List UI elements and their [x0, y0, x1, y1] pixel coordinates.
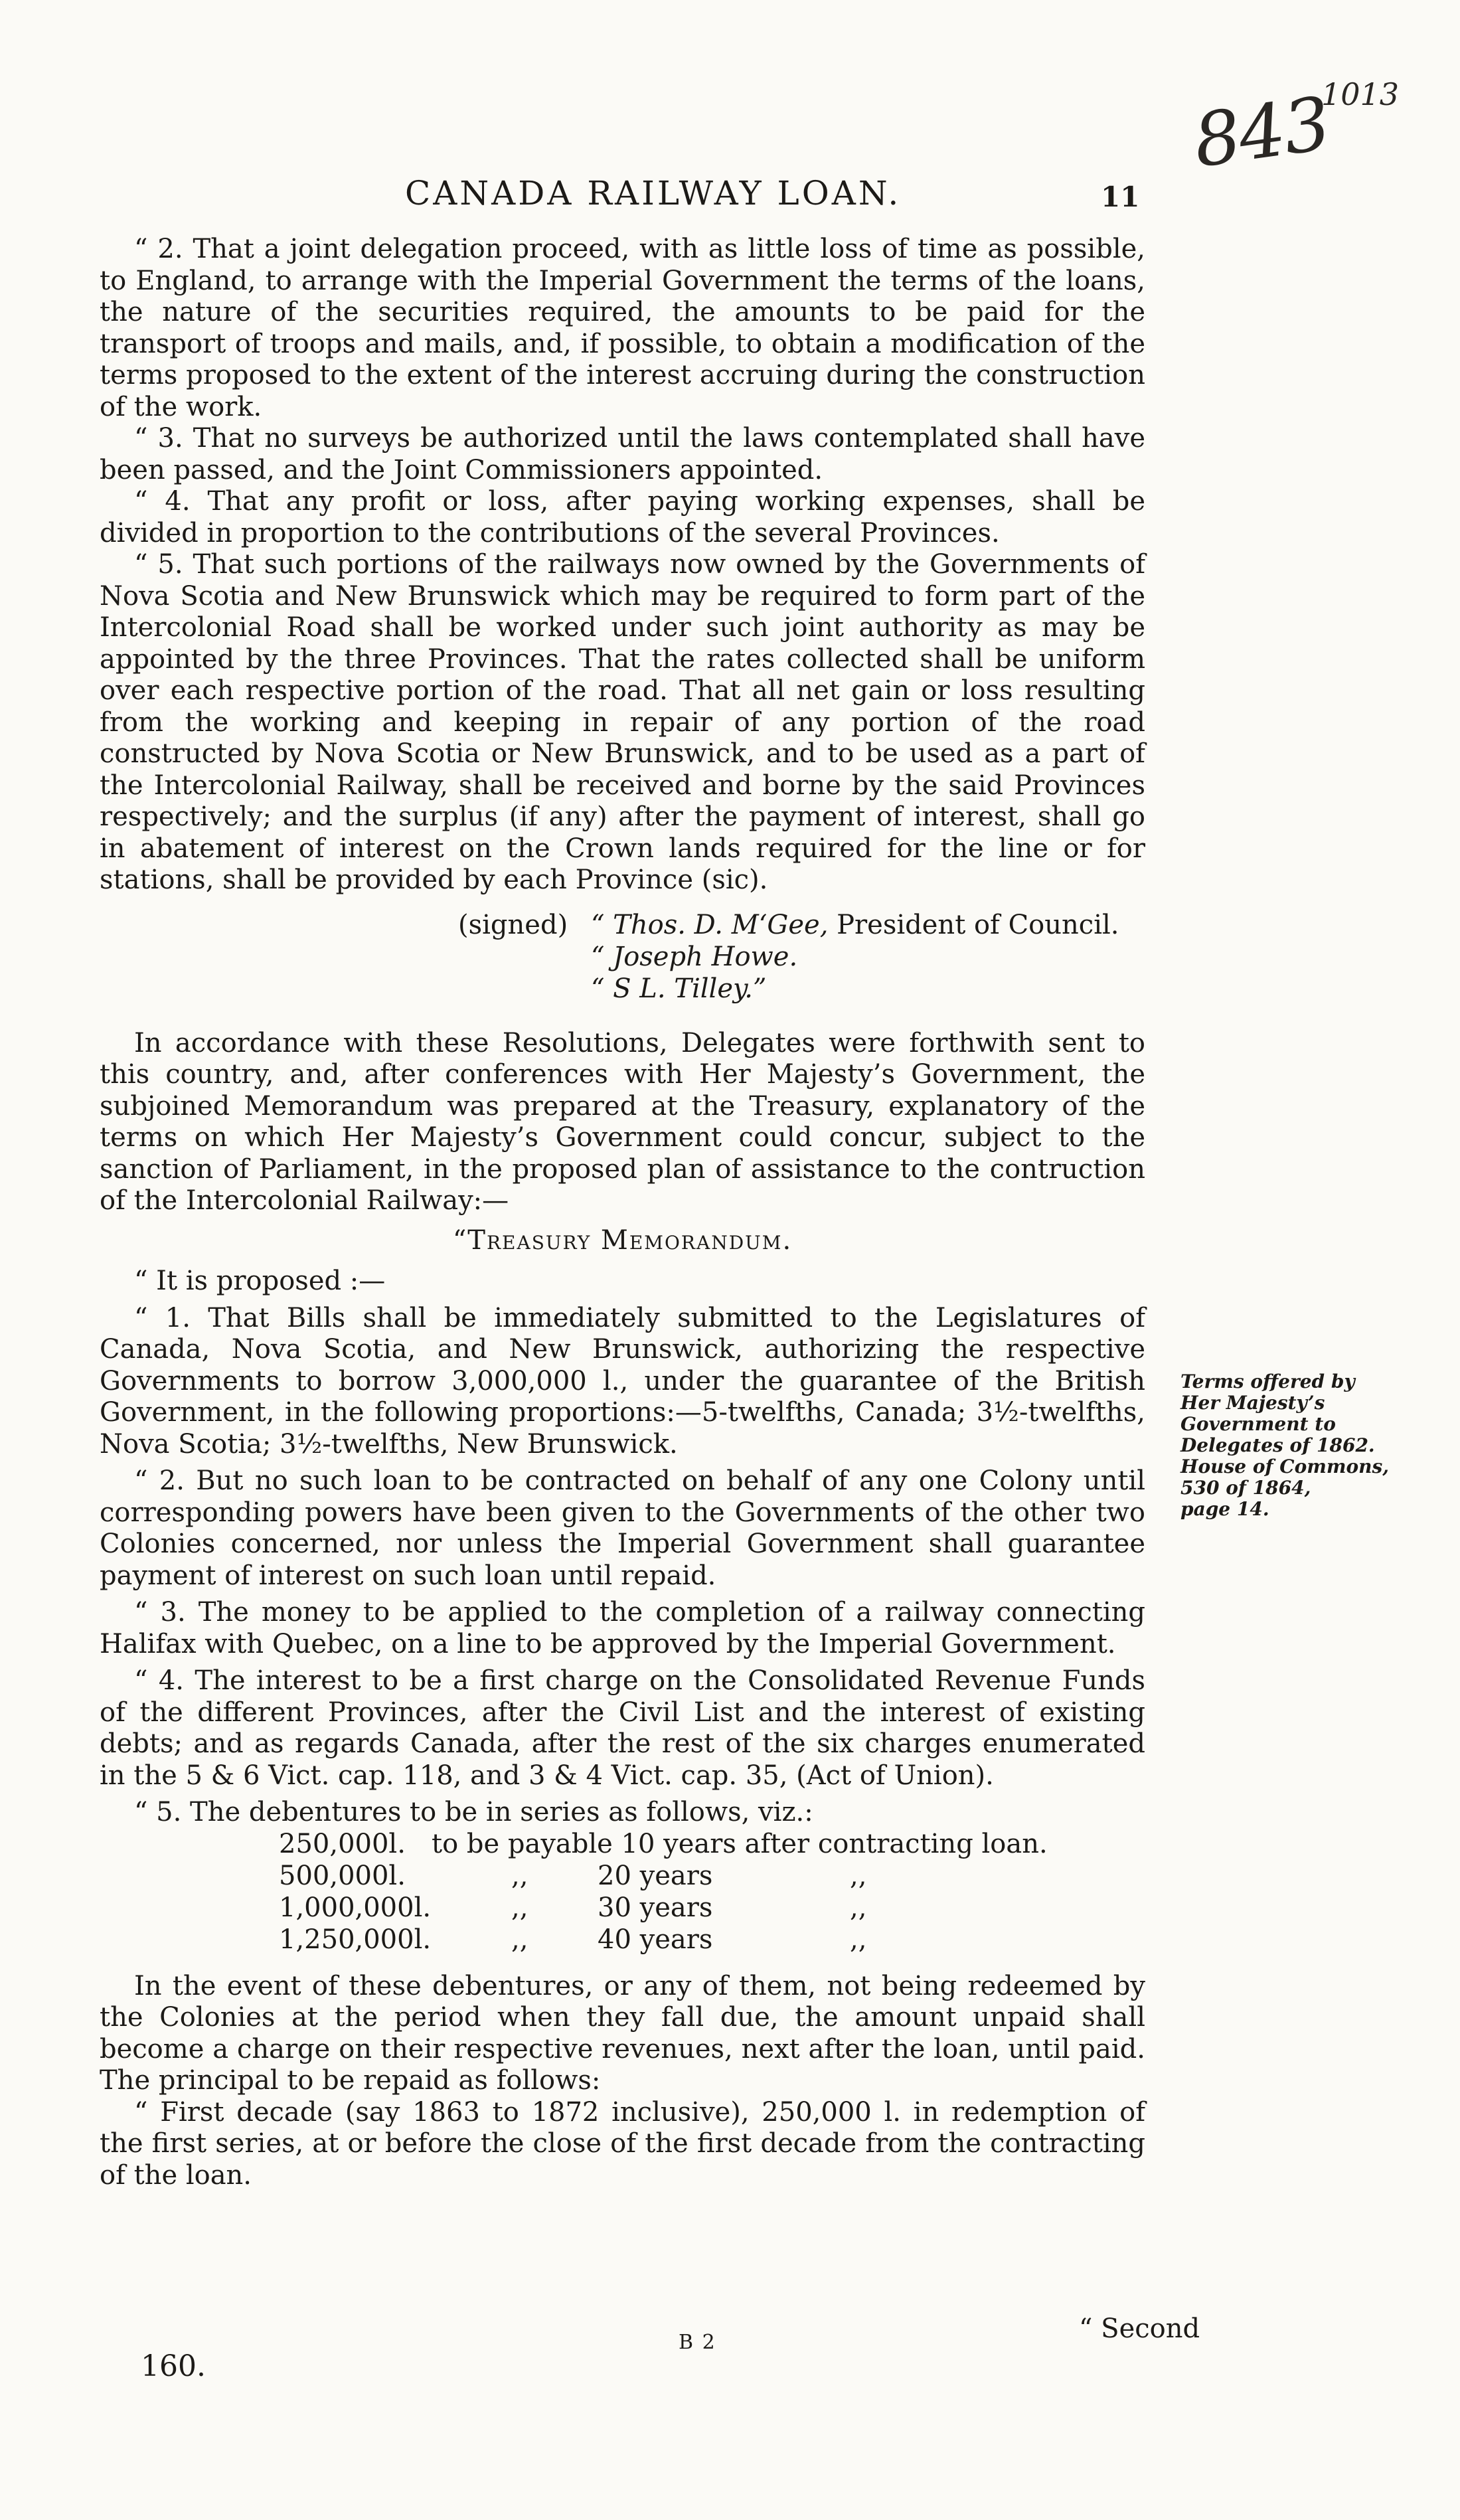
schedule-row: [279, 1892, 976, 1924]
page-number: 11: [1101, 181, 1140, 213]
signature-howe: [591, 942, 797, 973]
memorandum-intro: “ It is proposed :—: [134, 1266, 386, 1296]
signature-mcgee: [591, 910, 1119, 942]
signed-label: (signed): [458, 909, 568, 940]
resolution-4: “ 4. That any profit or loss, after paying working expenses, shall be divided in proportion to the contributions of the several Provinces.: [100, 486, 1145, 548]
margin-note-line: Her Majesty’s: [1180, 1392, 1325, 1414]
signatory-title: President of Council.: [828, 909, 1119, 940]
main-text: [100, 234, 1145, 2191]
ditto-mark: ,,: [850, 1892, 867, 1923]
ditto-mark: ,,: [511, 1860, 528, 1891]
accordance-paragraph: In accordance with these Resolutions, Delegates were forthwith sent to this country, and, after conferences with Her Majesty’s Government, the subjoined Memorandum was prepared at the Treasury, explanatory of the terms on which Her Majesty’s Government could concur, subject to the sanction of Parliament, in the proposed plan of assistance to the contruction of the Intercolonial Railway:—: [100, 1027, 1145, 1216]
margin-note-line: Government to: [1180, 1413, 1336, 1435]
schedule-row: [279, 1924, 976, 1956]
handwritten-folio-number: 1013: [1321, 76, 1400, 112]
debenture-schedule: [279, 1828, 1048, 1956]
catchword: “ Second: [1079, 2313, 1200, 2344]
memorandum-item-5: “ 5. The debentures to be in series as follows, viz.:: [134, 1797, 813, 1827]
ditto-mark: ,,: [511, 1892, 528, 1923]
memorandum-heading: “Treasury Memorandum.: [452, 1224, 793, 1256]
schedule-amount: 1,000,000l.: [279, 1892, 432, 1923]
margin-note-line: Delegates of 1862.: [1180, 1434, 1375, 1456]
signatory-name: “ S L. Tilley.”: [591, 973, 767, 1004]
margin-note-line: Terms offered by: [1180, 1371, 1355, 1392]
schedule-period: 40 years: [598, 1924, 713, 1955]
margin-note-line: House of Commons,: [1180, 1456, 1390, 1477]
margin-note: [1180, 1371, 1400, 1520]
schedule-row: [279, 1828, 1048, 1861]
resolution-2: “ 2. That a joint delegation proceed, with as little loss of time as possible, to England, to arrange with the Imperial Government the terms of the loans, the nature of the securities required, the amounts to be paid for the transport of troops and mails, and, if possible, to obtain a modification of the terms proposed to the extent of the interest accruing during the construction of the work.: [100, 234, 1145, 422]
schedule-terms: to be payable 10 years after contracting loan.: [432, 1828, 1048, 1859]
first-decade-paragraph: “ First decade (say 1863 to 1872 inclusive), 250,000 l. in redemption of the first series, at or before the close of the first decade from the contracting of the loan.: [100, 2096, 1145, 2191]
schedule-period: 30 years: [598, 1892, 713, 1923]
footer-number: 160.: [141, 2349, 206, 2383]
margin-note-line: page 14.: [1180, 1498, 1269, 1520]
handwritten-mark: 843: [1188, 80, 1335, 184]
ditto-mark: ,,: [850, 1924, 867, 1955]
event-paragraph: In the event of these debentures, or any of them, not being redeemed by the Colonies at the period when they fall due, the amount unpaid shall become a charge on their respective revenues, next after the loan, until paid. The principal to be repaid as follows:: [100, 1970, 1145, 2096]
signatory-name: “ Thos. D. M‘Gee,: [591, 909, 829, 940]
schedule-amount: 500,000l.: [279, 1860, 406, 1891]
memorandum-item-3: “ 3. The money to be applied to the completion of a railway connecting Halifax with Quebec, on a line to be approved by the Imperial Government.: [100, 1597, 1145, 1659]
resolution-3: “ 3. That no surveys be authorized until the laws contemplated shall have been passed, and the Joint Commissioners appointed.: [100, 423, 1145, 485]
ditto-mark: ,,: [850, 1860, 867, 1891]
schedule-amount: 250,000l.: [279, 1828, 406, 1859]
schedule-amount: 1,250,000l.: [279, 1924, 432, 1955]
memorandum-item-1: “ 1. That Bills shall be immediately submitted to the Legislatures of Canada, Nova Scotia, and New Brunswick, authorizing the respective Governments to borrow 3,000,000 l., under the guarantee of the British Government, in the following proportions:—5-twelfths, Canada; 3½-twelfths, Nova Scotia; 3½-twelfths, New Brunswick.: [100, 1302, 1145, 1460]
resolution-5: “ 5. That such portions of the railways now owned by the Governments of Nova Scotia and New Brunswick which may be required to form part of the Intercolonial Road shall be worked under such joint authority as may be appointed by the three Provinces. That the rates collected shall be uniform over each respective portion of the road. That all net gain or loss resulting from the working and keeping in repair of any portion of the road constructed by Nova Scotia or New Brunswick, and to be used as a part of the Intercolonial Railway, shall be received and borne by the said Provinces respectively; and the surplus (if any) after the payment of interest, shall go in abatement of interest on the Crown lands required for the line or for stations, shall be provided by each Province (sic).: [100, 549, 1145, 895]
memorandum-item-2: “ 2. But no such loan to be contracted on behalf of any one Colony until corresponding powers have been given to the Governments of the other two Colonies concerned, nor unless the Imperial Government shall guarantee payment of interest on such loan until repaid.: [100, 1466, 1145, 1591]
page-title: CANADA RAILWAY LOAN.: [405, 174, 902, 212]
margin-note-line: 530 of 1864,: [1180, 1477, 1311, 1499]
signature-mark: B 2: [679, 2331, 716, 2354]
ditto-mark: ,,: [511, 1924, 528, 1955]
schedule-row: [279, 1861, 976, 1892]
signatory-name: “ Joseph Howe.: [591, 941, 798, 972]
signature-block: [100, 910, 1145, 1011]
signature-tilley: [591, 973, 766, 1005]
schedule-period: 20 years: [598, 1860, 713, 1891]
memorandum-item-4: “ 4. The interest to be a first charge on the Consolidated Revenue Funds of the different Provinces, after the Civil List and the interest of existing debts; and as regards Canada, after the rest of the six charges enumerated in the 5 & 6 Vict. cap. 118, and 3 & 4 Vict. cap. 35, (Act of Union).: [100, 1665, 1145, 1791]
